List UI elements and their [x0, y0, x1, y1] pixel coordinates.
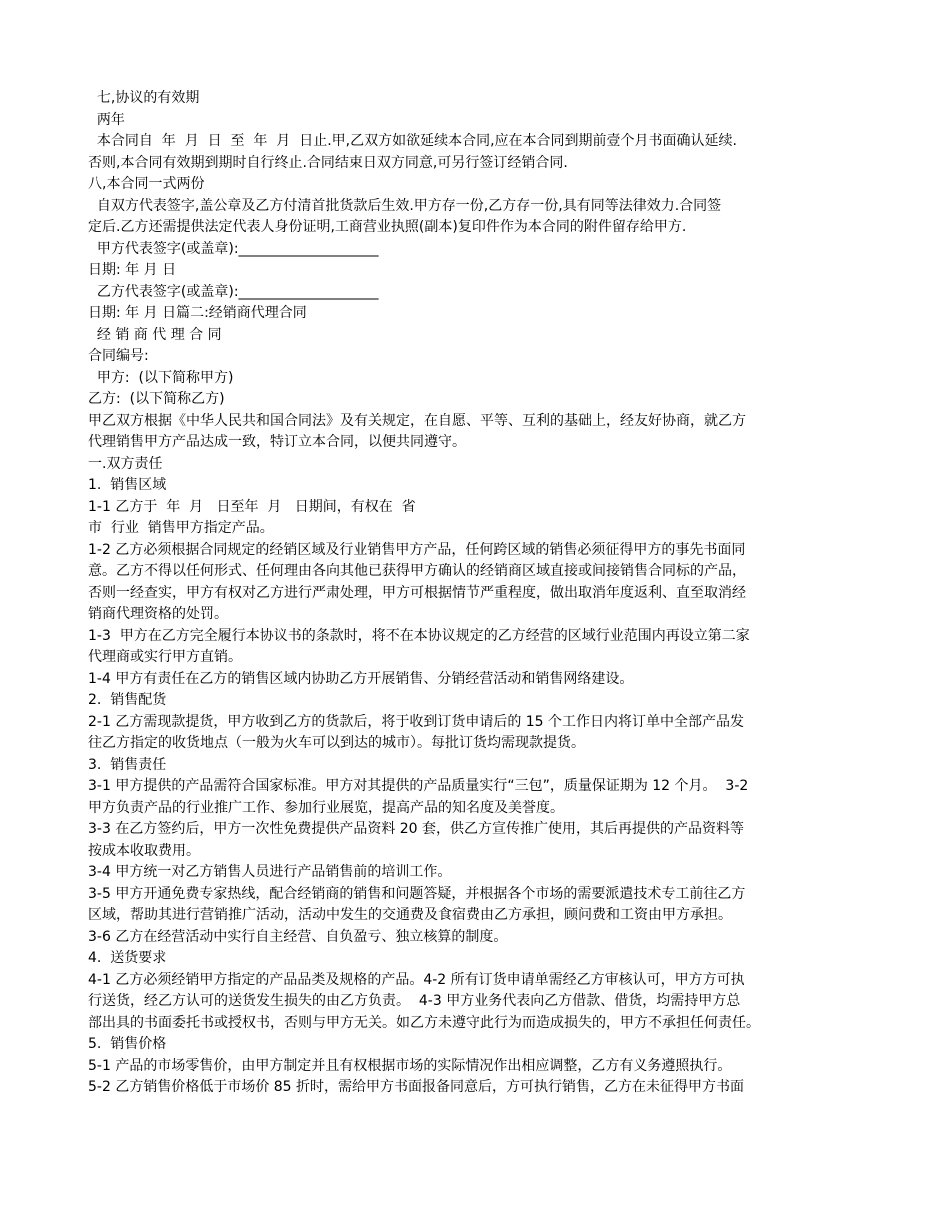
document-line: 乙方代表签字(或盖章):____________________ — [88, 283, 379, 300]
document-line: 3-1 甲方提供的产品需符合国家标准。甲方对其提供的产品质量实行“三包”，质量保证期为 12 个月。 3-2 — [88, 778, 749, 794]
document-line: 5-2 乙方销售价格低于市场价 85 折时，需给甲方书面报备同意后，方可执行销售，乙方在未征得甲方书面 — [88, 1079, 745, 1095]
document-line: 日期: 年 月 日篇二:经销商代理合同 — [88, 305, 307, 321]
document-line: 3. 销售责任 — [88, 756, 167, 773]
document-line: 5. 销售价格 — [88, 1036, 167, 1052]
document-line: 销商代理资格的处罚。 — [88, 606, 228, 622]
document-line: 自双方代表签字,盖公章及乙方付清首批货款后生效.甲方存一份,乙方存一份,具有同等法律效力.合同签 — [88, 197, 722, 214]
document-line: 3-4 甲方统一对乙方销售人员进行产品销售前的培训工作。 — [88, 864, 452, 880]
document-line: 代理商或实行甲方直销。 — [88, 649, 242, 665]
document-line: 七,协议的有效期 — [88, 90, 200, 106]
document-line: 5-1 产品的市场零售价，由甲方制定并且有权根据市场的实际情况作出相应调整，乙方有义务遵照执行。 — [88, 1057, 732, 1074]
document-line: 往乙方指定的收货地点（一般为火车可以到达的城市）。每批订货均需现款提货。 — [88, 735, 585, 751]
document-line: 1-4 甲方有责任在乙方的销售区域内协助乙方开展销售、分销经营活动和销售网络建设。 — [88, 670, 634, 687]
document-line: 甲乙双方根据《中华人民共和国合同法》及有关规定，在自愿、平等、互利的基础上，经友好协商，就乙方 — [88, 412, 746, 429]
document-line: 区域，帮助其进行营销推广活动，活动中发生的交通费及食宿费由乙方承担，顾问费和工资由甲方承担。 — [88, 907, 732, 923]
document-line: 乙方: (以下简称乙方) — [88, 391, 225, 407]
document-page — [88, 88, 863, 1099]
document-line: 本合同自 年 月 日 至 年 月 日止.甲,乙双方如欲延续本合同,应在本合同到期前壹个月书面确认延续. — [88, 133, 738, 149]
document-line: 日期: 年 月 日 — [88, 262, 177, 278]
document-line: 两年 — [88, 111, 125, 128]
document-line: 否则,本合同有效期到期时自行终止.合同结束日双方同意,可另行签订经销合同. — [88, 154, 568, 171]
document-line: 4. 送货要求 — [88, 950, 167, 966]
document-line: 一.双方责任 — [88, 455, 163, 472]
document-line: 1-2 乙方必须根据合同规定的经销区域及行业销售甲方产品，任何跨区域的销售必须征得甲方的事先书面同 — [88, 541, 746, 558]
document-line: 行送货，经乙方认可的送货发生损失的由乙方负责。 4-3 甲方业务代表向乙方借款、借货，均需持甲方总 — [88, 993, 741, 1009]
document-line: 市 行业 销售甲方指定产品。 — [88, 520, 274, 536]
document-line: 八,本合同一式两份 — [88, 176, 205, 192]
document-line: 代理销售甲方产品达成一致，特订立本合同，以便共同遵守。 — [88, 434, 466, 450]
document-line: 甲方: (以下简称甲方) — [88, 369, 234, 386]
document-line: 定后.乙方还需提供法定代表人身份证明,工商营业执照(副本)复印件作为本合同的附件留存给甲方. — [88, 219, 687, 235]
document-line: 部出具的书面委托书或授权书，否则与甲方无关。如乙方未遵守此行为而造成损失的，甲方不承担任何责任。 — [88, 1014, 760, 1031]
document-line: 甲方代表签字(或盖章):____________________ — [88, 240, 379, 257]
document-line: 3-6 乙方在经营活动中实行自主经营、自负盈亏、独立核算的制度。 — [88, 928, 508, 945]
document-line: 3-5 甲方开通免费专家热线，配合经销商的销售和问题答疑，并根据各个市场的需要派遣技术专工前往乙方 — [88, 885, 746, 902]
document-line: 4-1 乙方必须经销甲方指定的产品品类及规格的产品。4-2 所有订货申请单需经乙方审核认可，甲方方可执 — [88, 971, 745, 988]
document-line: 按成本收取费用。 — [88, 842, 200, 859]
document-line: 2. 销售配货 — [88, 692, 167, 708]
document-line: 甲方负责产品的行业推广工作、参加行业展览，提高产品的知名度及美誉度。 — [88, 799, 564, 816]
document-line: 2-1 乙方需现款提货，甲方收到乙方的货款后，将于收到订货申请后的 15 个工作日内将订单中全部产品发 — [88, 713, 745, 730]
document-line: 3-3 在乙方签约后，甲方一次性免费提供产品资料 20 套，供乙方宣传推广使用，其后再提供的产品资料等 — [88, 821, 745, 837]
document-line: 否则一经查实，甲方有权对乙方进行严肃处理，甲方可根据情节严重程度，做出取消年度返利、直至取消经 — [88, 584, 746, 601]
document-line: 1-3 甲方在乙方完全履行本协议书的条款时，将不在本协议规定的乙方经营的区域行业范围内再设立第二家 — [88, 627, 750, 644]
document-line: 1-1 乙方于 年 月 日至年 月 日期间，有权在 省 — [88, 498, 416, 515]
document-line: 经 销 商 代 理 合 同 — [88, 326, 222, 343]
document-line: 1. 销售区域 — [88, 477, 167, 493]
document-line: 合同编号: — [88, 348, 149, 364]
document-line: 意。乙方不得以任何形式、任何理由各向其他已获得甲方确认的经销商区域直接或间接销售合同标的产品， — [88, 563, 746, 579]
